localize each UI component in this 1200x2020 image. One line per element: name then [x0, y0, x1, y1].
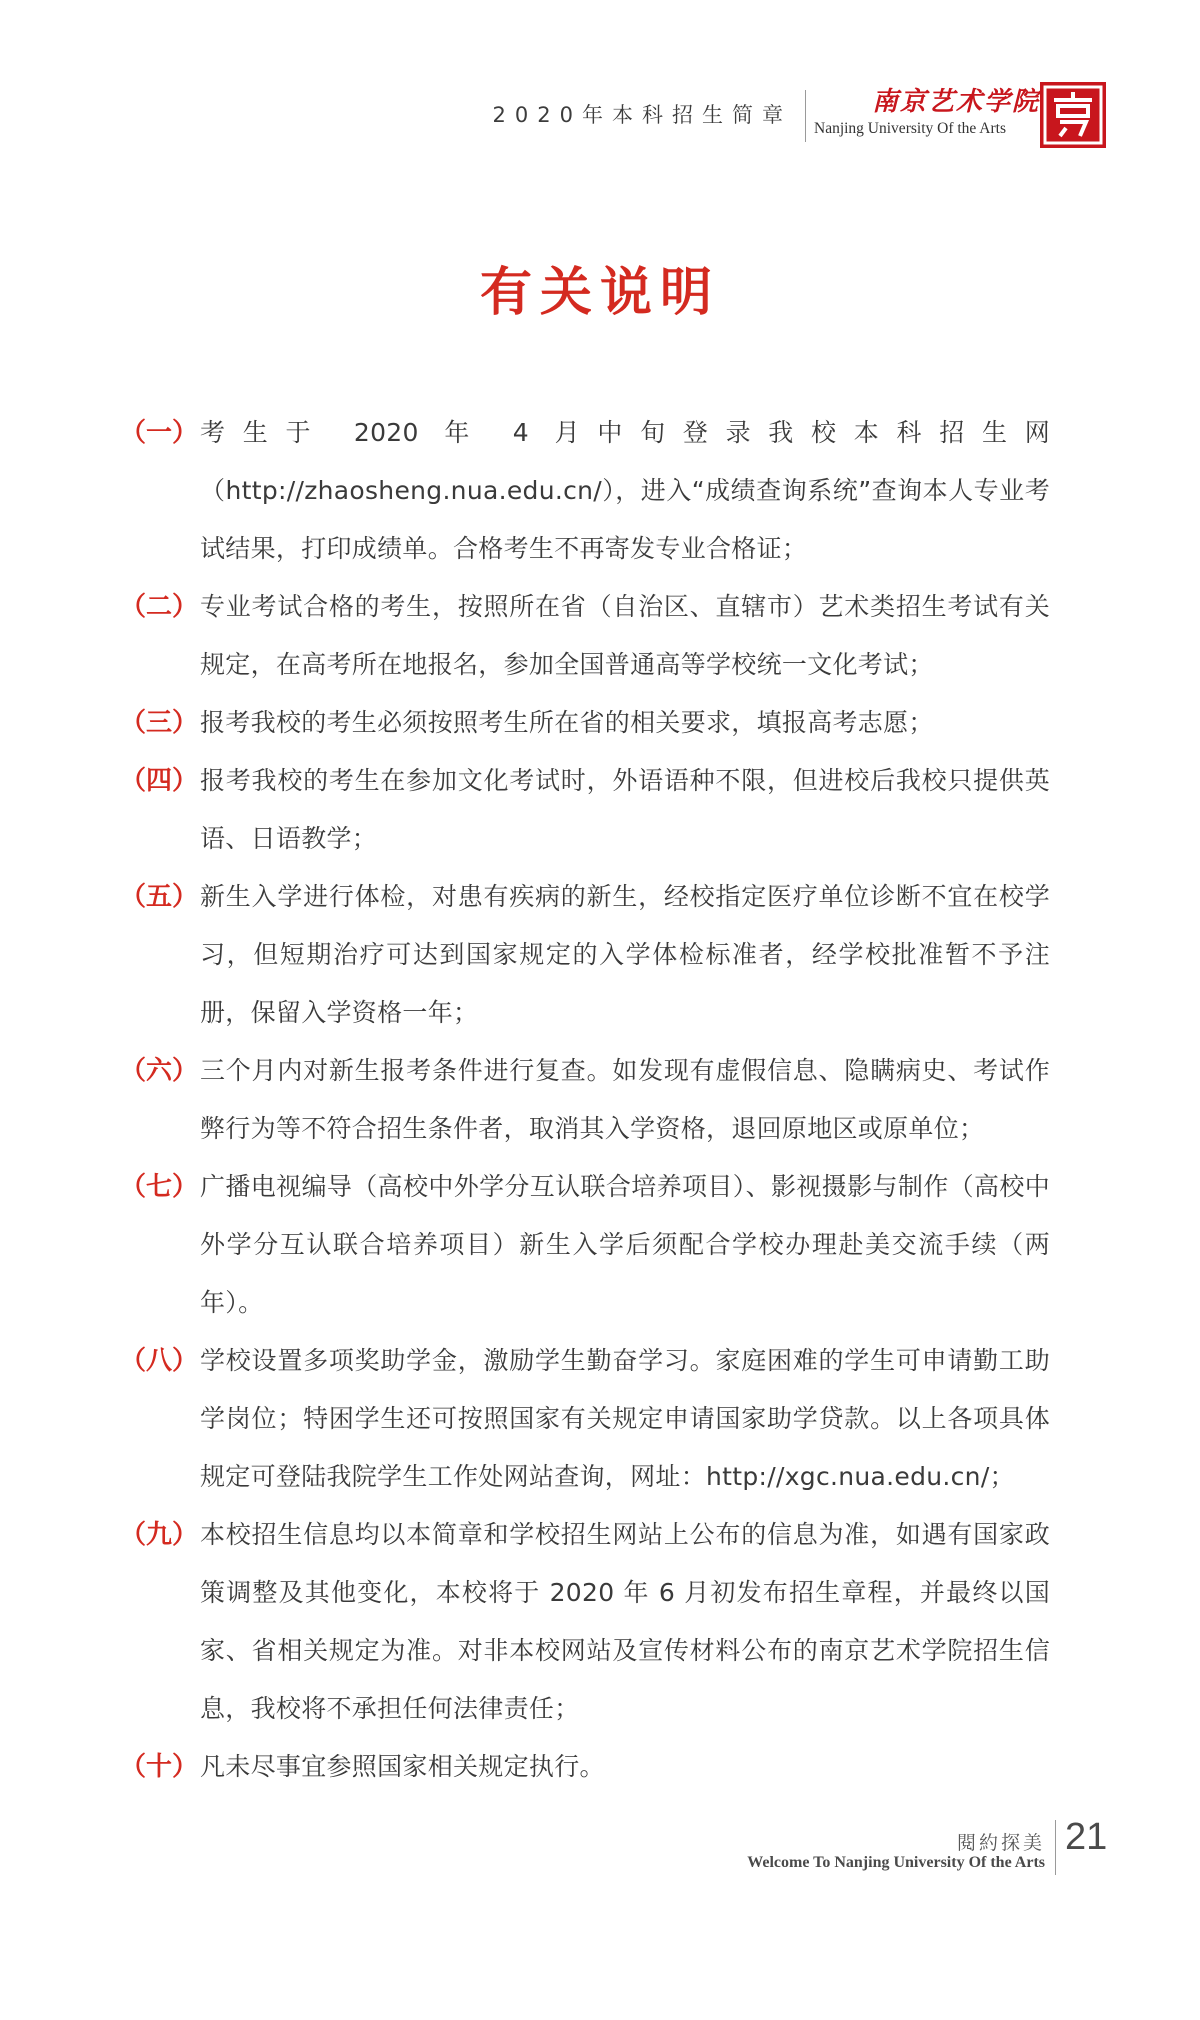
item-number: （一） [120, 418, 199, 448]
item-number: （八） [120, 1346, 199, 1376]
page-number: 21 [1065, 1816, 1108, 1858]
brand-name-en: Nanjing University Of the Arts [814, 120, 1007, 137]
list-item [120, 694, 1050, 752]
item-text: 报考我校的考生必须按照考生所在省的相关要求，填报高考志愿； [200, 708, 934, 737]
item-text: 专业考试合格的考生，按照所在省（自治区、直辖市）艺术类招生考试有关规定，在高考所在地报名，参加全国普通高等学校统一文化考试； [200, 592, 1050, 679]
list-item [120, 1738, 1050, 1796]
list-item [120, 868, 1050, 1042]
brand-name-cn: 南京艺术学院 [872, 87, 1041, 117]
footer-slogan-en: Welcome To Nanjing University Of the Arts [747, 1854, 1045, 1871]
page-title: 有关说明 [479, 262, 720, 323]
item-text: 考生于 2020 年 4 月中旬登录我校本科招生网（http://zhaosheng.nua.edu.cn/），进入“成绩查询系统”查询本人专业考试结果，打印成绩单。合格考生不再寄发专业合格证； [200, 418, 1050, 563]
item-number: （五） [120, 882, 199, 912]
item-number: （九） [120, 1520, 199, 1550]
list-item [120, 752, 1050, 868]
brochure-title: 2020年本科招生简章 [492, 103, 792, 127]
item-text: 凡未尽事宜参照国家相关规定执行。 [200, 1752, 605, 1781]
list-item [120, 1332, 1050, 1506]
footer-divider [1055, 1820, 1056, 1875]
item-text: 三个月内对新生报考条件进行复查。如发现有虚假信息、隐瞒病史、考试作弊行为等不符合招生条件者，取消其入学资格，退回原地区或原单位； [200, 1056, 1050, 1143]
list-item [120, 1042, 1050, 1158]
item-text: 报考我校的考生在参加文化考试时，外语语种不限，但进校后我校只提供英语、日语教学； [200, 766, 1050, 853]
list-item [120, 1506, 1050, 1738]
item-number: （六） [120, 1056, 199, 1086]
header-divider [805, 90, 806, 142]
item-text: 本校招生信息均以本简章和学校招生网站上公布的信息为准，如遇有国家政策调整及其他变化，本校将于 2020 年 6 月初发布招生章程，并最终以国家、省相关规定为准。对非本校网站及宣传材料公布的南京艺术学院招生信息，我校将不承担任何法律责任； [200, 1520, 1050, 1723]
item-text: 学校设置多项奖助学金，激励学生勤奋学习。家庭困难的学生可申请勤工助学岗位；特困学生还可按照国家有关规定申请国家助学贷款。以上各项具体规定可登陆我院学生工作处网站查询，网址：http://xgc.nua.edu.cn/； [200, 1346, 1050, 1491]
item-number: （七） [120, 1172, 199, 1202]
list-item [120, 404, 1050, 578]
item-text: 新生入学进行体检，对患有疾病的新生，经校指定医疗单位诊断不宜在校学习，但短期治疗可达到国家规定的入学体检标准者，经学校批准暂不予注册，保留入学资格一年； [200, 882, 1050, 1027]
item-number: （十） [120, 1752, 199, 1782]
item-text: 广播电视编导（高校中外学分互认联合培养项目）、影视摄影与制作（高校中外学分互认联合培养项目）新生入学后须配合学校办理赴美交流手续（两年）。 [200, 1172, 1050, 1317]
footer-slogan-cn: 閱約探美 [956, 1832, 1045, 1854]
item-number: （二） [120, 592, 199, 622]
item-number: （四） [120, 766, 199, 796]
item-number: （三） [120, 708, 199, 738]
list-item [120, 1158, 1050, 1332]
university-seal-logo [1040, 82, 1106, 148]
list-item [120, 578, 1050, 694]
notes-list [120, 404, 1050, 1796]
